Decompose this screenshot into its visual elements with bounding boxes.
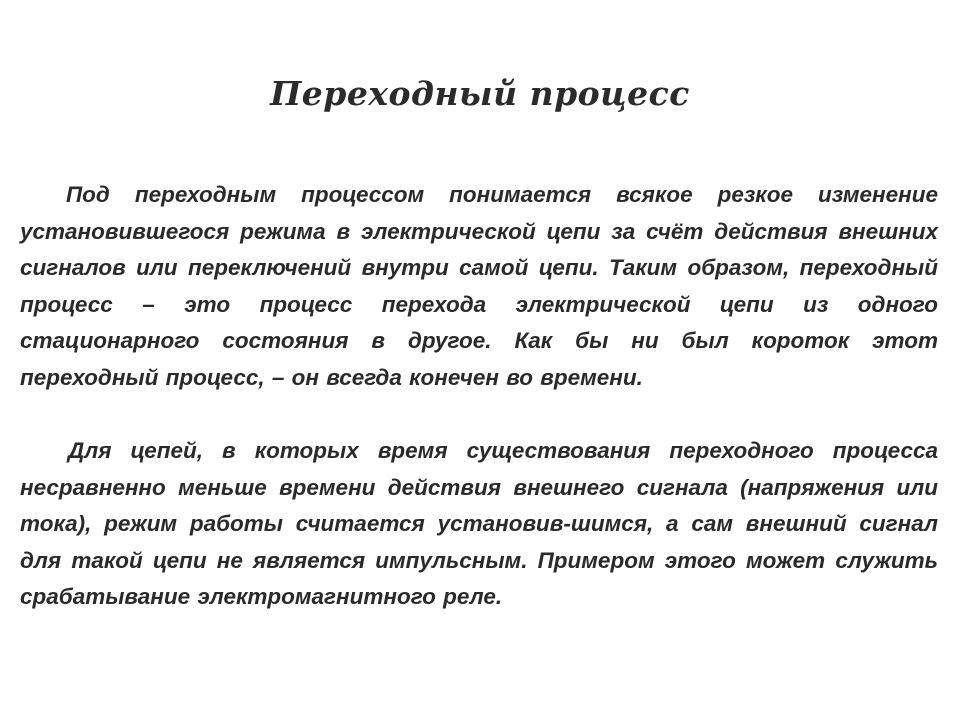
paragraph-example: Для цепей, в которых время существования переходного процесса несравненно меньше времени действия внешнего сигнала (напряжения или тока), режим работы считается установив-шимся, а сам внешний сигнал для такой цепи не является импульсным. Примером этого может служить срабатывание электромагнитного реле. bbox=[20, 438, 938, 610]
paragraph-definition: Под переходным процессом понимается всякое резкое изменение установившегося режима в электрической цепи за счёт действия внешних сигналов или переключений внутри самой цепи. Таким образом, переходный процесс – это процесс перехода электрической цепи из одного стационарного состояния в другое. Как бы ни был короток этот переходный процесс, – он всегда конечен во времени. bbox=[20, 182, 938, 390]
slide-title: Переходный процесс bbox=[270, 74, 690, 113]
